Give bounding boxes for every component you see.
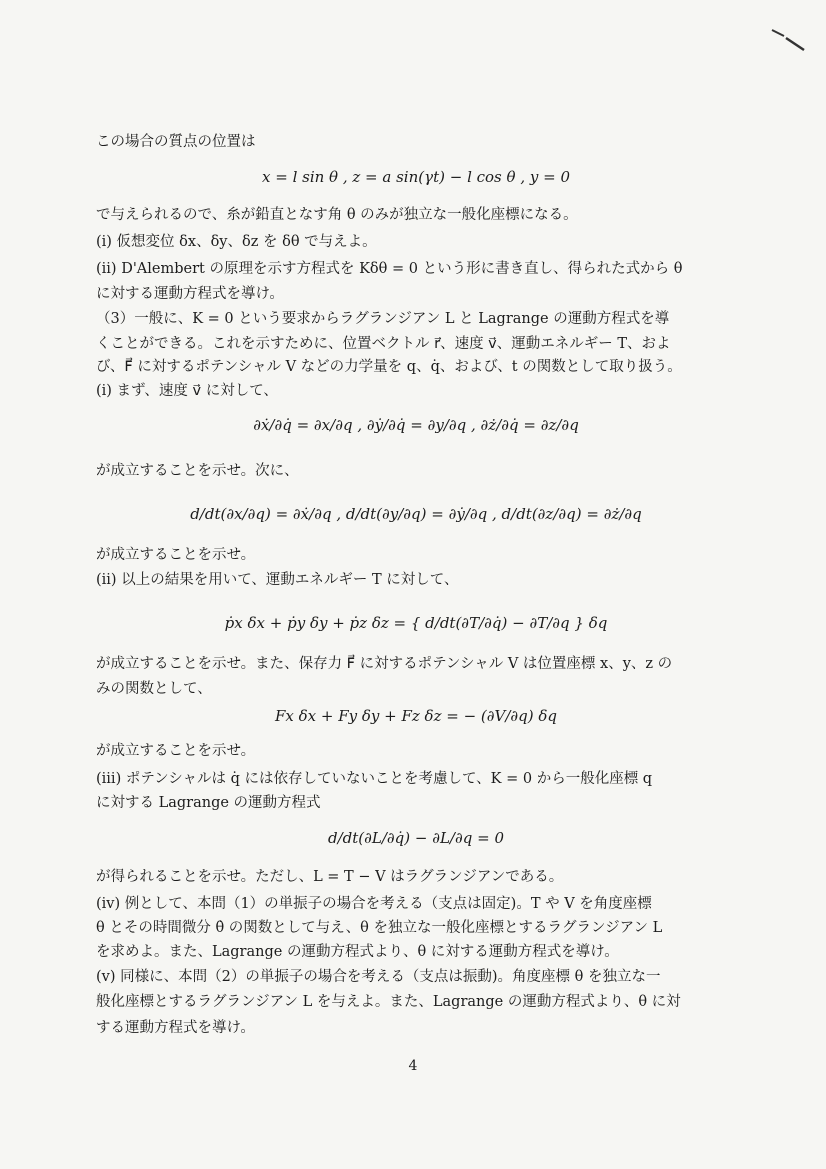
text-line: （3）一般に、K = 0 という要求からラグランジアン L と Lagrange の運動方程式を導	[96, 311, 670, 327]
page-number: 4	[408, 1058, 418, 1074]
equation-position: x = l sin θ , z = a sin(γt) − l cos θ , y = 0	[262, 168, 570, 186]
text-line: が得られることを示せ。ただし、L = T − V はラグランジアンである。	[96, 869, 564, 885]
text-line: (ii) 以上の結果を用いて、運動エネルギー T に対して、	[96, 572, 459, 588]
text-line: に対する Lagrange の運動方程式	[96, 795, 321, 811]
text-line: くことができる。これを示すために、位置ベクトル r⃗、速度 v⃗、運動エネルギー T、およ	[96, 336, 671, 352]
equation-velocity: ∂ẋ/∂q̇ = ∂x/∂q , ∂ẏ/∂q̇ = ∂y/∂q , ∂ż/∂q̇ = ∂z/∂q	[253, 416, 579, 434]
text-line: (i) まず、速度 v⃗ に対して、	[96, 383, 278, 399]
corner-scan-mark	[770, 24, 810, 54]
text-line: この場合の質点の位置は	[96, 134, 256, 150]
text-line: に対する運動方程式を導け。	[96, 286, 284, 302]
text-line: が成立することを示せ。	[96, 743, 256, 759]
text-line: (v) 同様に、本問（2）の単振子の場合を考える（支点は振動)。角度座標 θ を独立な一	[96, 969, 661, 985]
text-line: が成立することを示せ。	[96, 547, 256, 563]
text-line: で与えられるので、糸が鉛直となす角 θ のみが独立な一般化座標になる。	[96, 207, 578, 223]
text-line: を求めよ。また、Lagrange の運動方程式より、θ に対する運動方程式を導け。	[96, 944, 619, 960]
text-line: び、F⃗ に対するポテンシャル V などの力学量を q、q̇、および、t の関数として取り扱う。	[96, 359, 682, 375]
text-line: が成立することを示せ。次に、	[96, 463, 299, 479]
equation-lagrange: d/dt(∂L/∂q̇) − ∂L/∂q = 0	[327, 829, 504, 847]
equation-potential: Fx δx + Fy δy + Fz δz = − (∂V/∂q) δq	[274, 707, 558, 725]
text-line: が成立することを示せ。また、保存力 F⃗ に対するポテンシャル V は位置座標 x、y、z の	[96, 656, 673, 672]
text-line: (i) 仮想変位 δx、δy、δz を δθ で与えよ。	[96, 234, 377, 250]
text-line: (iv) 例として、本問（1）の単振子の場合を考える（支点は固定)。T や V を角度座標	[96, 896, 652, 912]
text-line: みの関数として、	[96, 681, 212, 697]
equation-time-derivative: d/dt(∂x/∂q) = ∂ẋ/∂q , d/dt(∂y/∂q) = ∂ẏ/∂q , d/dt(∂z/∂q) = ∂ż/∂q	[190, 505, 642, 523]
text-line: θ とその時間微分 θ̇ の関数として与え、θ を独立な一般化座標とするラグランジアン L	[96, 920, 663, 936]
text-line: (ii) D'Alembert の原理を示す方程式を Kδθ = 0 という形に書き直し、得られた式から θ	[96, 261, 683, 277]
text-line: (iii) ポテンシャルは q̇ には依存していないことを考慮して、K = 0 から一般化座標 q	[96, 771, 653, 787]
equation-kinetic: ṗx δx + ṗy δy + ṗz δz = { d/dt(∂T/∂q̇) − ∂T/∂q } δq	[224, 614, 608, 632]
text-line: 般化座標とするラグランジアン L を与えよ。また、Lagrange の運動方程式より、θ に対	[96, 994, 681, 1010]
text-line: する運動方程式を導け。	[96, 1020, 255, 1036]
